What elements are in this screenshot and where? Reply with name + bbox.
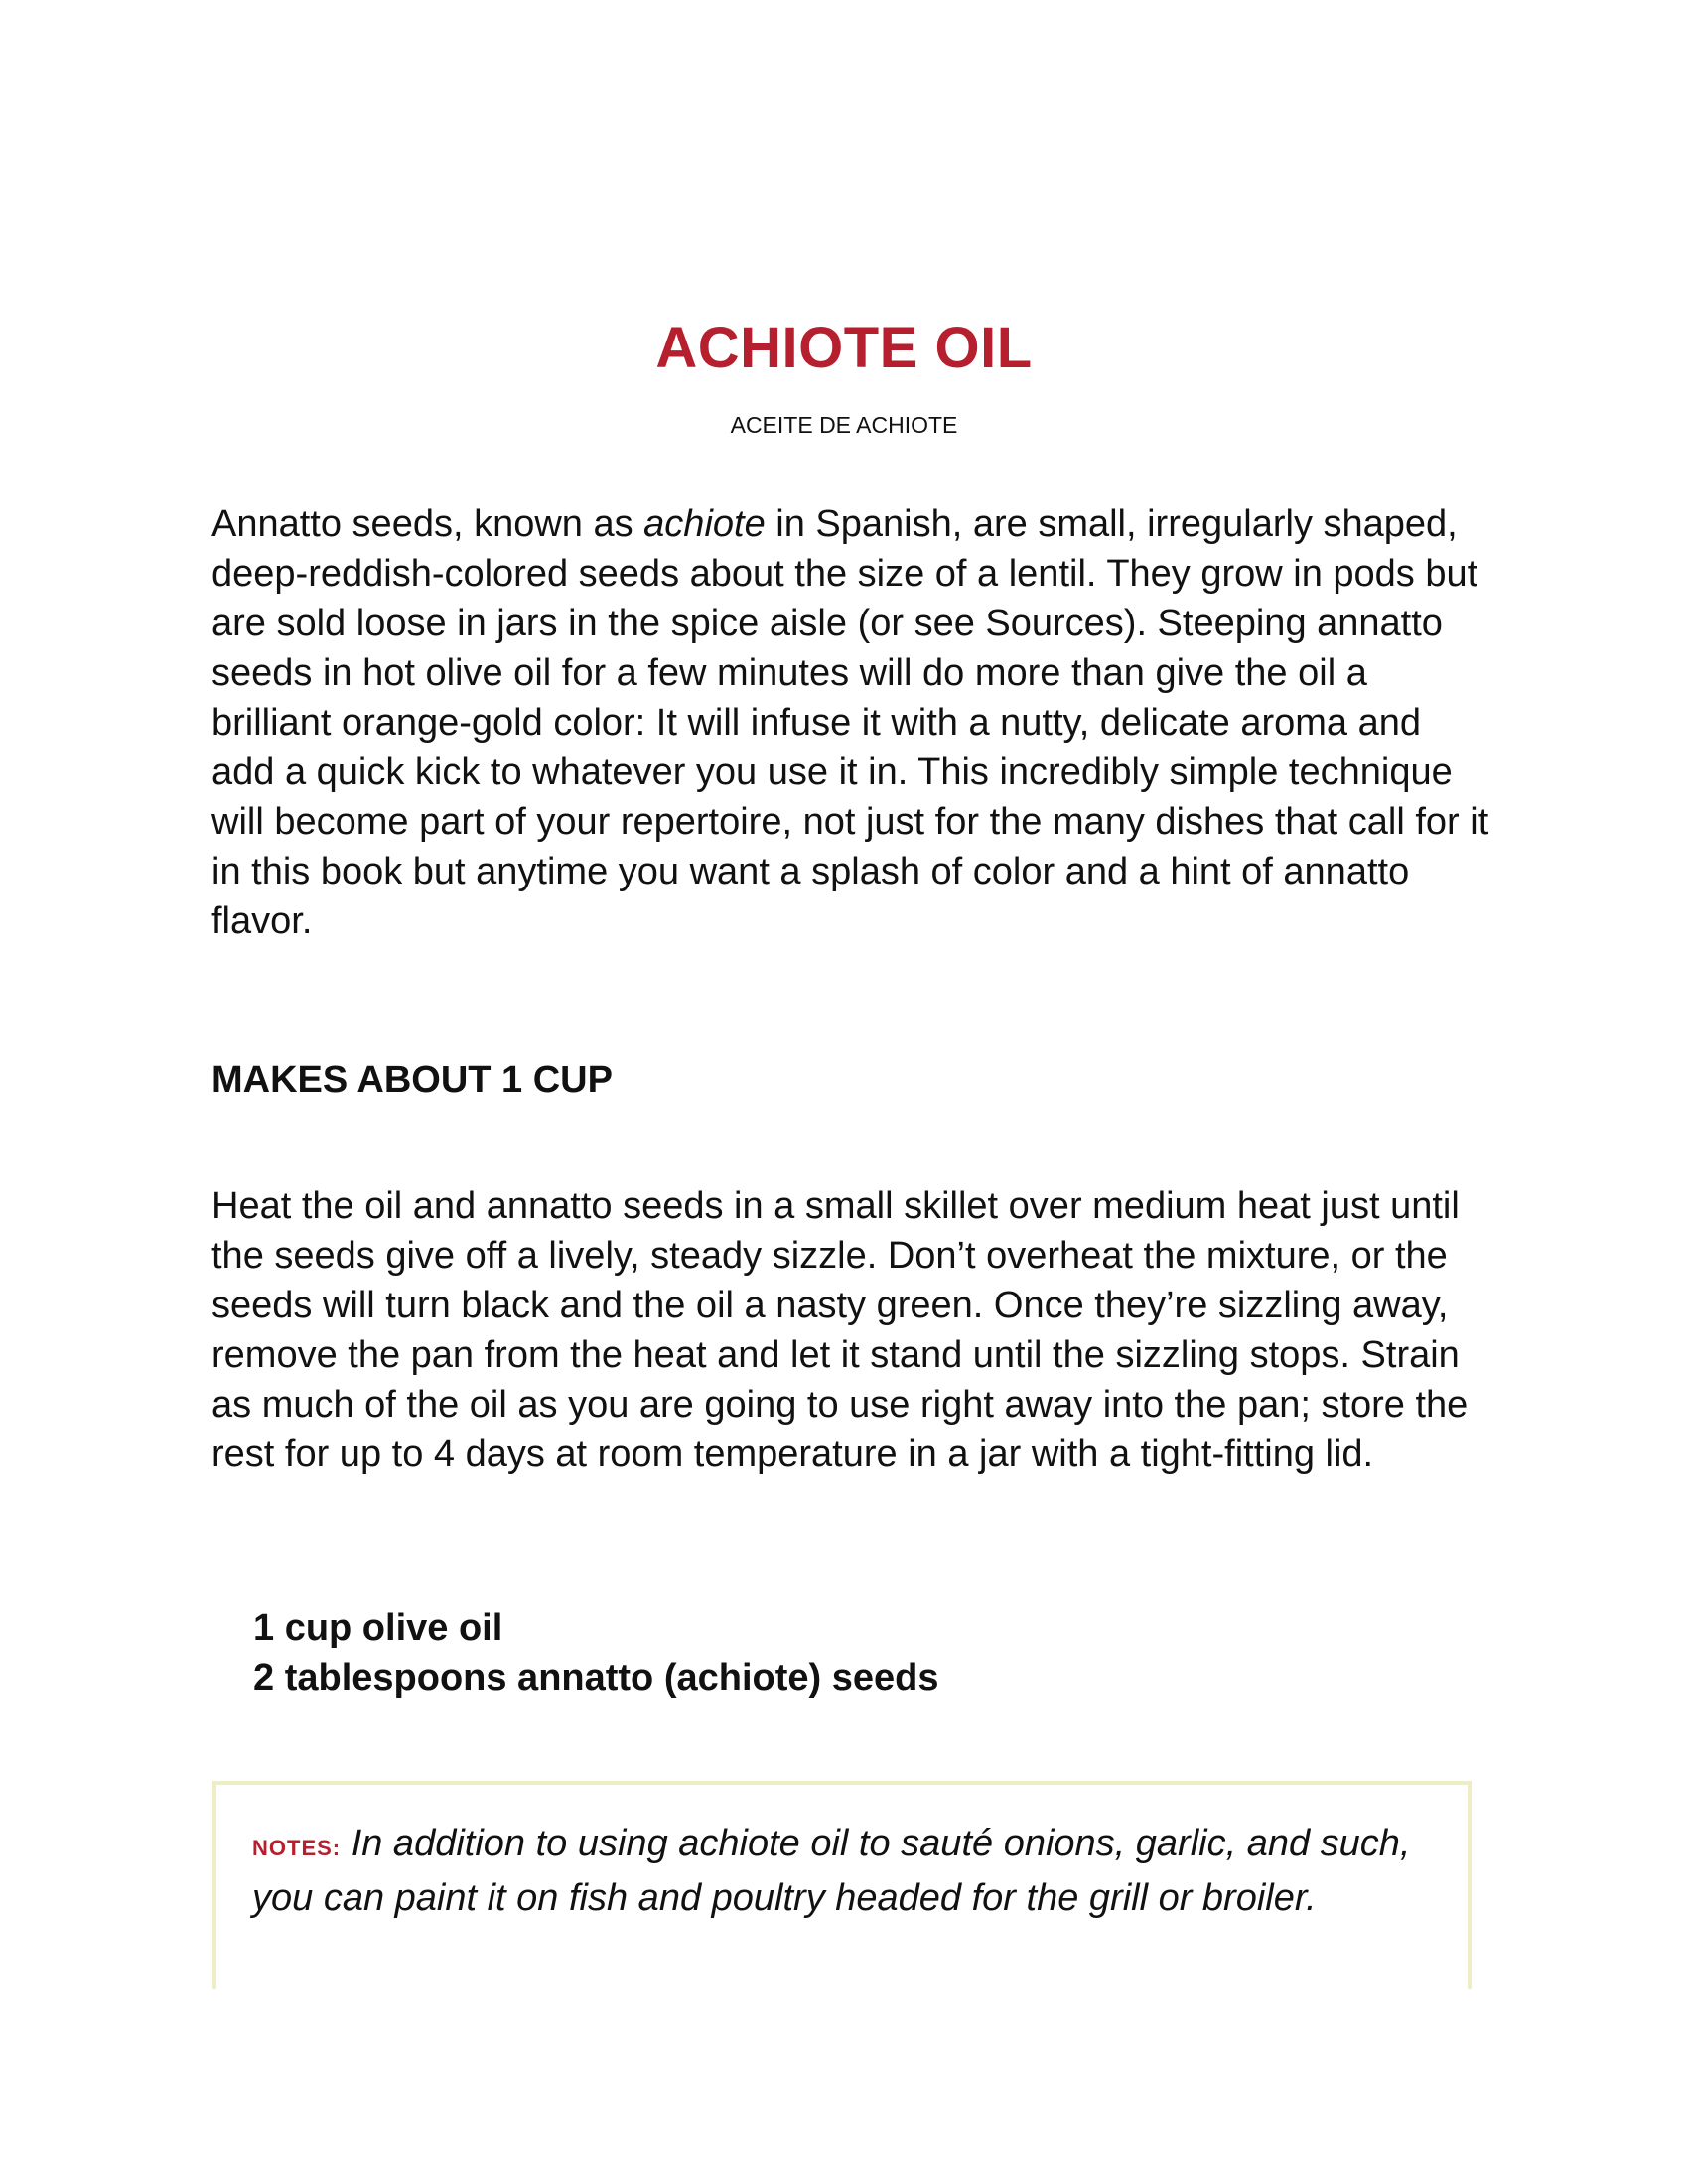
notes-paragraph [252, 1819, 1444, 1923]
recipe-title: ACHIOTE OIL [655, 316, 1033, 380]
ingredient-item: 2 tablespoons annatto (achiote) seeds [253, 1657, 939, 1699]
recipe-subtitle: ACEITE DE ACHIOTE [730, 412, 958, 438]
ingredient-item: 1 cup olive oil [253, 1607, 503, 1649]
method-paragraph: Heat the oil and annatto seeds in a small skillet over medium heat just until the seeds give off a lively, steady sizzle. Don’t overheat the mixture, or the seeds will turn black and the oil a nasty green. Once they’re sizzling away, remove the pan from the heat and let it stand until the sizzling stops. Strain as much of the oil as you are going to use right away into the pan; store the rest for up to 4 days at room temperature in a jar with a tight-fitting lid. [211, 1185, 1469, 1475]
notes-text: In addition to using achiote oil to sauté onions, garlic, and such, you can paint it on fish and poultry headed for the grill or broiler. [252, 1823, 1411, 1919]
notes-box [212, 1781, 1472, 1989]
intro-italic-term: achiote [643, 503, 766, 545]
ingredient-list [253, 1603, 938, 1703]
recipe-yield: MAKES ABOUT 1 CUP [211, 1059, 613, 1101]
intro-text-rest: in Spanish, are small, irregularly shaped, deep-reddish-colored seeds about the size of a lentil. They grow in pods but are sold loose in jars in the spice aisle (or see Sources). Steeping annatto seeds in hot olive oil for a few minutes will do more than give the oil a brilliant orange-gold color: It will infuse it with a nutty, delicate aroma and add a quick kick to whatever you use it in. This incredibly simple technique will become part of your repertoire, not just for the many dishes that call for it in this book but anytime you want a splash of color and a hint of annatto flavor. [211, 503, 1489, 942]
intro-text-start: Annatto seeds, known as [211, 503, 644, 545]
notes-label: NOTES: [252, 1836, 342, 1860]
intro-paragraph [211, 499, 1492, 946]
